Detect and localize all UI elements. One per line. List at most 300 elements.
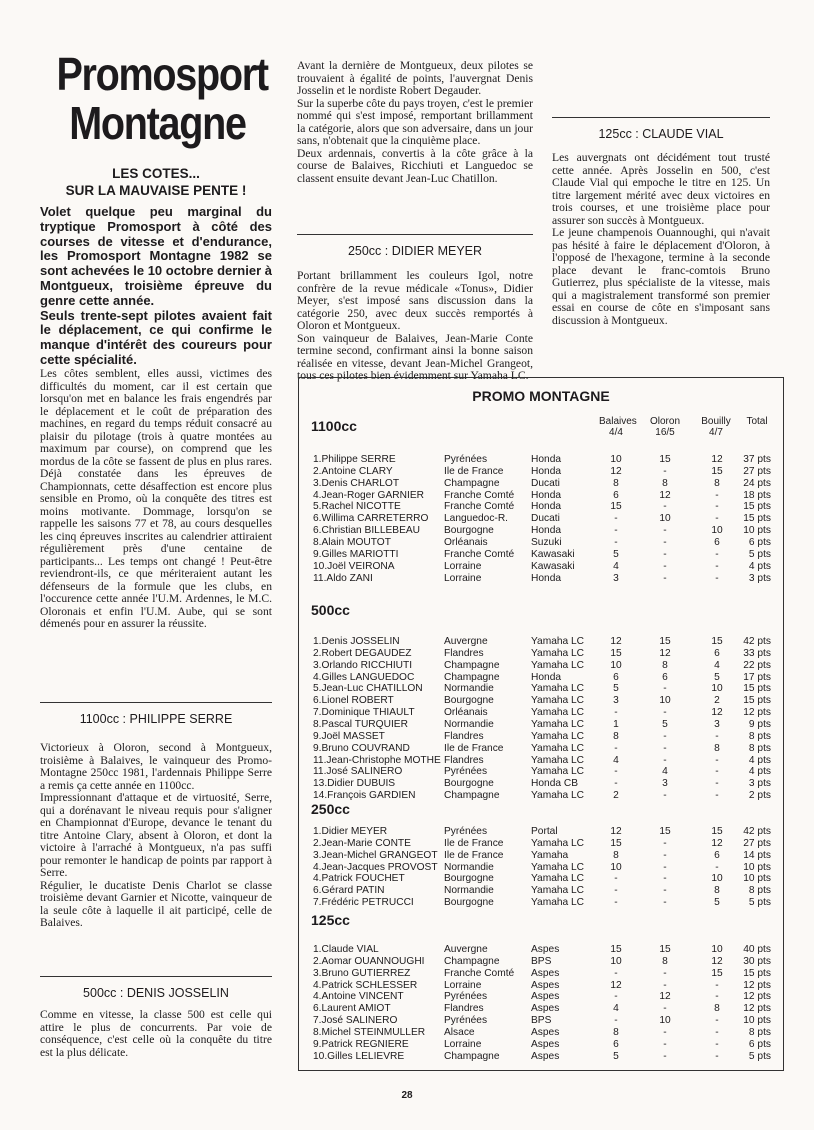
table-cell: 15: [659, 636, 671, 647]
table-cell: 7.Frédéric PETRUCCI: [313, 897, 414, 909]
table-row: [299, 695, 783, 707]
section-body-250-part1: [297, 270, 533, 383]
table-row: [299, 862, 783, 874]
table-cell: 2 pts: [748, 790, 771, 802]
table-cell: 15: [659, 454, 671, 465]
table-row: [299, 549, 783, 561]
table-cell: Bourgogne: [444, 695, 494, 707]
table-cell: 3 pts: [748, 572, 771, 584]
table-cell: 10: [711, 525, 723, 537]
table-cell: Honda: [531, 489, 562, 501]
table-cell: -: [715, 1015, 719, 1027]
table-cell: 8: [613, 1026, 619, 1038]
header-text: Oloron: [649, 416, 680, 427]
table-cell: 6 pts: [748, 1038, 771, 1050]
table-cell: Pyrénées: [444, 1015, 488, 1027]
table-cell: 10: [610, 861, 622, 873]
table-cell: 27 pts: [743, 837, 771, 849]
table-cell: -: [715, 979, 719, 991]
table-cell: 24 pts: [743, 477, 771, 489]
intro-text: [40, 368, 272, 631]
table-cell: 8 pts: [748, 1026, 771, 1038]
table-cell: 12 pts: [743, 979, 771, 991]
table-cell: 18 pts: [743, 489, 771, 501]
table-cell: Honda: [531, 671, 562, 683]
table-cell: Bourgogne: [444, 897, 494, 909]
table-cell: Lorraine: [444, 1038, 482, 1050]
table-cell: 15: [659, 826, 671, 837]
table-cell: Flandres: [444, 754, 484, 766]
table-cell: -: [663, 1003, 667, 1015]
table-cell: -: [715, 754, 719, 766]
table-cell: Franche Comté: [444, 967, 515, 979]
table-cell: Aspes: [531, 1050, 560, 1062]
table-cell: Yamaha LC: [531, 897, 585, 909]
table-cell: Portal: [531, 826, 558, 837]
table-cell: Yamaha LC: [531, 647, 585, 659]
table-cell: 11.Jean-Christophe MOTHE: [313, 754, 441, 766]
table-cell: Franche Comté: [444, 548, 515, 560]
table-cell: 12: [610, 465, 622, 477]
table-cell: Honda: [531, 501, 562, 513]
table-cell: 9.Gilles MARIOTTI: [313, 548, 399, 560]
table-cell: 12: [610, 636, 622, 647]
table-cell: 10: [659, 513, 671, 525]
table-cell: 14 pts: [743, 849, 771, 861]
table-cell: 2: [613, 790, 619, 802]
header-bouilly: [697, 416, 735, 438]
table-row: [299, 525, 783, 537]
table-cell: 5.Rachel NICOTTE: [313, 501, 401, 513]
table-row: [299, 513, 783, 525]
table-row: [299, 956, 783, 968]
table-row: [299, 719, 783, 731]
table-cell: 22 pts: [743, 659, 771, 671]
section-body-1100: [40, 742, 272, 930]
table-cell: Lorraine: [444, 979, 482, 991]
table-cell: Champagne: [444, 955, 500, 967]
table-cell: 4 pts: [748, 766, 771, 778]
table-cell: -: [715, 790, 719, 802]
table-cell: 8: [662, 955, 668, 967]
table-cell: Flandres: [444, 1003, 484, 1015]
table-cell: 7.Dominique THIAULT: [313, 707, 415, 719]
table-cell: 4: [613, 560, 619, 572]
table-cell: 12: [711, 837, 723, 849]
table-cell: -: [614, 873, 618, 885]
table-cell: 15: [711, 636, 723, 647]
results-table: [298, 377, 784, 1071]
table-cell: 6: [613, 489, 619, 501]
paragraph: Victorieux à Oloron, second à Montgueux, troisième à Balaives, le vainqueur des Promo-Montagne 250cc 1981, l'ardennais Philippe Serre a remis ça cette année en 1100cc.: [40, 741, 272, 792]
table-cell: 8: [714, 477, 720, 489]
table-row: [299, 1003, 783, 1015]
table-cell: 6: [613, 671, 619, 683]
table-row: [299, 1015, 783, 1027]
table-row: [299, 897, 783, 909]
table-cell: 3: [613, 695, 619, 707]
table-cell: -: [663, 536, 667, 548]
table-cell: Bourgogne: [444, 873, 494, 885]
table-cell: 4.Jean-Jacques PROVOST: [313, 861, 438, 873]
header-text: Balaives: [599, 416, 637, 427]
table-cell: Yamaha LC: [531, 695, 585, 707]
table-cell: Normandie: [444, 885, 494, 897]
table-cell: Pyrénées: [444, 454, 488, 465]
table-cell: Aspes: [531, 1026, 560, 1038]
table-cell: Pyrénées: [444, 766, 488, 778]
table-cell: 6.Lionel ROBERT: [313, 695, 394, 707]
paragraph: Portant brillamment les couleurs Igol, notre confrère de la revue médicale «Tonus», Didier Meyer, s'est imposé sans discussion dans la catégorie 250, avec deux succès remportés à Oloron et Montgueux.: [297, 269, 533, 332]
table-cell: -: [663, 1050, 667, 1062]
section-body-125: [552, 152, 770, 327]
section-heading-1100: 1100cc : PHILIPPE SERRE: [40, 702, 272, 726]
table-cell: -: [614, 885, 618, 897]
table-cell: 7.José SALINERO: [313, 1015, 398, 1027]
table-cell: Orléanais: [444, 536, 488, 548]
table-row: [299, 490, 783, 502]
table-cell: 1: [613, 718, 619, 730]
table-cell: 37 pts: [743, 454, 771, 465]
table-cell: Yamaha LC: [531, 636, 585, 647]
table-cell: -: [715, 489, 719, 501]
table-cell: -: [715, 730, 719, 742]
table-row: [299, 707, 783, 719]
table-cell: 2.Robert DEGAUDEZ: [313, 647, 412, 659]
table-row: [299, 1051, 783, 1063]
table-cell: 8: [613, 477, 619, 489]
table-cell: -: [614, 778, 618, 790]
table-cell: 3.Denis CHARLOT: [313, 477, 400, 489]
table-cell: -: [715, 513, 719, 525]
table-row: [299, 755, 783, 767]
table-cell: -: [663, 1038, 667, 1050]
table-cell: 6 pts: [748, 536, 771, 548]
table-cell: 8: [714, 742, 720, 754]
table-cell: Pyrénées: [444, 991, 488, 1003]
paragraph: Avant la dernière de Montgueux, deux pilotes se trouvaient à égalité de points, l'auvergnat Denis Josselin et le nordiste Robert Degauder.: [297, 59, 533, 97]
table-cell: 3.Bruno GUTIERREZ: [313, 967, 411, 979]
table-cell: 12: [659, 647, 671, 659]
table-cell: 33 pts: [743, 647, 771, 659]
header-balaives: [599, 416, 637, 438]
paragraph: Les auvergnats ont décidément tout trusté cette année. Après Josselin en 500, c'est Claude Vial qui empoche le titre en 125. Un titre largement mérité avec deux victoires en trois courses, et une troisième place pour assurer son succès à Montgueux.: [552, 151, 770, 227]
header-date: 16/5: [655, 427, 675, 438]
table-cell: 5 pts: [748, 897, 771, 909]
table-cell: 2: [714, 695, 720, 707]
table-cell: -: [663, 979, 667, 991]
table-cell: -: [614, 707, 618, 719]
table-cell: 4 pts: [748, 754, 771, 766]
table-cell: Honda CB: [531, 778, 579, 790]
table-cell: 8.Pascal TURQUIER: [313, 718, 408, 730]
table-cell: Franche Comté: [444, 501, 515, 513]
table-cell: -: [614, 1015, 618, 1027]
table-cell: Yamaha LC: [531, 790, 585, 802]
table-cell: Yamaha LC: [531, 730, 585, 742]
table-cell: Honda: [531, 454, 562, 465]
table-cell: Ile de France: [444, 742, 504, 754]
table-cell: 4.Patrick SCHLESSER: [313, 979, 418, 991]
table-cell: Franche Comté: [444, 489, 515, 501]
table-cell: Champagne: [444, 1050, 500, 1062]
table-cell: -: [663, 897, 667, 909]
table-cell: 6: [714, 536, 720, 548]
table-cell: 5: [662, 718, 668, 730]
table-cell: Suzuki: [531, 536, 562, 548]
table-cell: 2.Antoine CLARY: [313, 465, 393, 477]
table-cell: -: [663, 885, 667, 897]
table-cell: -: [663, 861, 667, 873]
lead-text-1: Volet quelque peu marginal du tryptique Promosport à côté des courses de vitesse et d'endurance, les Promosport Montagne 1982 se sont achevées le 10 octobre dernier à Montgueux, troisième épreuve du genre cette année.: [40, 204, 272, 308]
table-cell: 2.Aomar OUANNOUGHI: [313, 955, 425, 967]
table-cell: 12 pts: [743, 1003, 771, 1015]
table-cell: 5: [613, 1050, 619, 1062]
page-number: 28: [401, 1090, 413, 1101]
table-cell: Champagne: [444, 659, 500, 671]
table-cell: -: [663, 525, 667, 537]
table-cell: 5 pts: [748, 548, 771, 560]
table-cell: Normandie: [444, 683, 494, 695]
table-cell: -: [663, 742, 667, 754]
table-row: [299, 778, 783, 790]
table-cell: Auvergne: [444, 944, 488, 955]
table-cell: 15 pts: [743, 967, 771, 979]
table-cell: 6: [714, 647, 720, 659]
paragraph: Comme en vitesse, la classe 500 est celle qui attire le plus de concurrents. Par voie de conséquence, c'est celle où la conquête du titre est la plus délicate.: [40, 1008, 272, 1059]
table-cell: 4: [662, 766, 668, 778]
table-cell: 8: [613, 849, 619, 861]
table-cell: 9.Bruno COUVRAND: [313, 742, 410, 754]
paragraph: Régulier, le ducatiste Denis Charlot se classe troisième devant Garnier et Nicotte, vainqueur de la seule côte à laquelle il ait participé, celle de Balaives.: [40, 878, 272, 929]
table-cell: -: [663, 837, 667, 849]
table-cell: 12 pts: [743, 707, 771, 719]
table-row: [299, 826, 783, 838]
table-cell: 10.Gilles LELIEVRE: [313, 1050, 405, 1062]
table-cell: 9.Patrick REGNIERE: [313, 1038, 409, 1050]
table-row: [299, 660, 783, 672]
table-row: [299, 766, 783, 778]
table-cell: 8.Michel STEINMULLER: [313, 1026, 426, 1038]
table-cell: 15: [711, 465, 723, 477]
table-row: [299, 561, 783, 573]
section-heading-500: 500cc : DENIS JOSSELIN: [40, 976, 272, 1000]
table-cell: 4: [714, 659, 720, 671]
table-row: [299, 885, 783, 897]
table-cell: 6.Laurent AMIOT: [313, 1003, 391, 1015]
kicker-line-1: LES COTES...: [112, 166, 200, 181]
table-cell: Pyrénées: [444, 826, 488, 837]
table-cell: Aspes: [531, 1003, 560, 1015]
table-row: [299, 731, 783, 743]
table-row: [299, 873, 783, 885]
table-cell: 8: [714, 885, 720, 897]
table-row: [299, 683, 783, 695]
table-cell: 8: [613, 730, 619, 742]
table-cell: 5.Jean-Luc CHATILLON: [313, 683, 423, 695]
table-cell: Yamaha LC: [531, 659, 585, 671]
table-row: [299, 743, 783, 755]
intro-paragraph: Les côtes semblent, elles aussi, victimes des difficultés du moment, car il est certain que lorsqu'on met en balance les frais engendrés par le déplacement et le coût de préparation des machines, en regard du temps réduit consacré au plaisir du pilotage (trois à quatre montées au maximum par course), on comprend que les mordus de la côte se fassent de plus en plus rares. Déjà constatée dans les épreuves de Championnats, cette désaffection est encore plus sensible en Promo, où la conquête des titres est moins motivante. Dommage, lorsqu'on se rappelle les saisons 77 et 78, au cours desquelles les cinq épreuves inscrites au calendrier attiraient régulièrement près d'une centaine de participants... Les temps ont changé ! Peut-être reviendront-ils, ce que mériteraient autant les défenseurs de la formule que les clubs, en l'occurence cette année l'U.M. Ardennes, le M.C. Oloronais et enfin l'U.M. Aube, qui se sont démenés pour en assurer la réussite.: [40, 367, 272, 630]
table-cell: 14.François GARDIEN: [313, 790, 416, 802]
table-cell: 3 pts: [748, 778, 771, 790]
table-cell: 2.Jean-Marie CONTE: [313, 837, 411, 849]
table-cell: 5 pts: [748, 1050, 771, 1062]
table-cell: 10: [610, 454, 622, 465]
table-cell: 40 pts: [743, 944, 771, 955]
header-date: 4/7: [709, 427, 723, 438]
table-cell: 13.Didier DUBUIS: [313, 778, 396, 790]
header-oloron: [647, 416, 683, 438]
table-cell: 1.Didier MEYER: [313, 826, 388, 837]
table-cell: -: [663, 683, 667, 695]
table-cell: 15: [610, 501, 622, 513]
table-cell: -: [663, 754, 667, 766]
class-heading: 250cc: [311, 801, 350, 817]
table-cell: 15 pts: [743, 695, 771, 707]
table-cell: Bourgogne: [444, 778, 494, 790]
lead-paragraph: [40, 205, 272, 368]
table-cell: -: [614, 513, 618, 525]
table-cell: Yamaha: [531, 849, 569, 861]
paragraph: Impressionnant d'attaque et de virtuosité, Serre, qui a dorénavant le niveau requis pour s'aligner en Championnat d'Europe, devance le tenant du titre Antoine Clary, absent à Oloron, et dont la victoire à l'arraché à Montgueux, n'a pas suffi pour remonter le handicap de points par rapport à Serre.: [40, 791, 272, 879]
table-cell: 4.Gilles LANGUEDOC: [313, 671, 415, 683]
table-cell: 17 pts: [743, 671, 771, 683]
table-cell: 10: [610, 659, 622, 671]
table-cell: 10: [711, 873, 723, 885]
table-row: [299, 636, 783, 648]
table-cell: Honda: [531, 525, 562, 537]
table-cell: Flandres: [444, 730, 484, 742]
table-cell: 6: [714, 849, 720, 861]
table-row: [299, 838, 783, 850]
table-row: [299, 537, 783, 549]
table-cell: 3: [714, 718, 720, 730]
table-cell: 9.Joël MASSET: [313, 730, 385, 742]
table-cell: 12: [711, 955, 723, 967]
table-cell: Honda: [531, 465, 562, 477]
table-cell: Kawasaki: [531, 548, 575, 560]
table-cell: 10: [659, 695, 671, 707]
table-cell: 12: [610, 979, 622, 991]
table-cell: 4 pts: [748, 560, 771, 572]
table-cell: 15 pts: [743, 513, 771, 525]
table-cell: -: [614, 991, 618, 1003]
table-row: [299, 980, 783, 992]
table-cell: Flandres: [444, 647, 484, 659]
table-cell: 15 pts: [743, 501, 771, 513]
table-cell: -: [663, 501, 667, 513]
table-cell: 9 pts: [748, 718, 771, 730]
table-cell: -: [663, 790, 667, 802]
article-title: Promosport Montagne: [56, 48, 268, 149]
table-cell: Ducati: [531, 477, 560, 489]
header-total: [739, 416, 775, 427]
table-row: [299, 850, 783, 862]
section-heading-250: 250cc : DIDIER MEYER: [297, 234, 533, 258]
table-cell: 8 pts: [748, 730, 771, 742]
table-cell: 11.Aldo ZANI: [313, 572, 373, 584]
paragraph: Le jeune champenois Ouannoughi, qui n'avait pas hésité à faire le déplacement d'Oloron, à l'opposé de l'hexagone, termine à la seconde place devant le franc-comtois Bruno Gutierrez, plus spécialiste de la vitesse, mais qui a magistralement transformé son premier essai en course de côte en s'imposant sans discussion à Montgueux.: [552, 226, 770, 327]
table-cell: Lorraine: [444, 560, 482, 572]
table-cell: Yamaha LC: [531, 837, 585, 849]
table-cell: 8 pts: [748, 742, 771, 754]
table-cell: 8: [662, 659, 668, 671]
table-cell: 10 pts: [743, 1015, 771, 1027]
table-cell: 3: [613, 572, 619, 584]
table-cell: -: [715, 766, 719, 778]
table-cell: 10: [610, 955, 622, 967]
table-cell: 5: [613, 683, 619, 695]
table-cell: 12: [711, 707, 723, 719]
table-cell: 12 pts: [743, 991, 771, 1003]
paragraph: Sur la superbe côte du pays troyen, c'est le premier nommé qui s'est imposé, remportant brillamment la catégorie, alors que son adversaire, dans un jour sans, n'obtenait que la cinquième place.: [297, 96, 533, 147]
table-cell: BPS: [531, 955, 552, 967]
table-cell: -: [663, 560, 667, 572]
table-cell: Champagne: [444, 671, 500, 683]
table-cell: Yamaha LC: [531, 873, 585, 885]
table-cell: 12: [711, 454, 723, 465]
table-cell: 10: [711, 683, 723, 695]
section-heading-125: 125cc : CLAUDE VIAL: [552, 117, 770, 141]
table-cell: Yamaha LC: [531, 742, 585, 754]
header-text: Bouilly: [701, 416, 731, 427]
table-cell: 15: [610, 837, 622, 849]
table-row: [299, 672, 783, 684]
table-cell: -: [663, 465, 667, 477]
table-cell: Normandie: [444, 718, 494, 730]
table-cell: Orléanais: [444, 707, 488, 719]
table-cell: Ile de France: [444, 849, 504, 861]
kicker-line-2: SUR LA MAUVAISE PENTE !: [65, 183, 247, 198]
table-cell: Bourgogne: [444, 525, 494, 537]
section-body-500-part2: [297, 60, 533, 185]
table-cell: Kawasaki: [531, 560, 575, 572]
paragraph: Son vainqueur de Balaives, Jean-Marie Conte termine second, confirmant ainsi la bonne saison réalisée en vitesse, devant Jean-Michel Grangeot, tous ces pilotes bien évidemment sur Yamaha LC.: [297, 331, 533, 382]
table-cell: 4.Antoine VINCENT: [313, 991, 404, 1003]
table-cell: Champagne: [444, 790, 500, 802]
table-cell: 15: [659, 944, 671, 955]
table-cell: -: [715, 991, 719, 1003]
table-cell: Alsace: [444, 1026, 475, 1038]
table-cell: Ducati: [531, 513, 560, 525]
table-cell: Yamaha LC: [531, 754, 585, 766]
table-cell: Lorraine: [444, 572, 482, 584]
table-cell: 5: [714, 897, 720, 909]
table-row: [299, 1027, 783, 1039]
table-cell: -: [663, 873, 667, 885]
table-row: [299, 968, 783, 980]
table-cell: 3: [662, 778, 668, 790]
table-cell: 8: [662, 477, 668, 489]
table-cell: -: [614, 525, 618, 537]
table-cell: Aspes: [531, 991, 560, 1003]
table-cell: 10: [659, 1015, 671, 1027]
table-row: [299, 648, 783, 660]
table-cell: -: [715, 1050, 719, 1062]
table-cell: 4.Patrick FOUCHET: [313, 873, 405, 885]
table-cell: -: [663, 730, 667, 742]
table-row: [299, 1039, 783, 1051]
table-cell: -: [614, 536, 618, 548]
table-cell: -: [715, 501, 719, 513]
class-heading: 1100cc: [311, 418, 357, 434]
table-cell: -: [614, 766, 618, 778]
table-cell: 3.Orlando RICCHIUTI: [313, 659, 413, 671]
table-cell: -: [663, 572, 667, 584]
table-cell: 1.Denis JOSSELIN: [313, 636, 400, 647]
table-cell: Yamaha LC: [531, 718, 585, 730]
